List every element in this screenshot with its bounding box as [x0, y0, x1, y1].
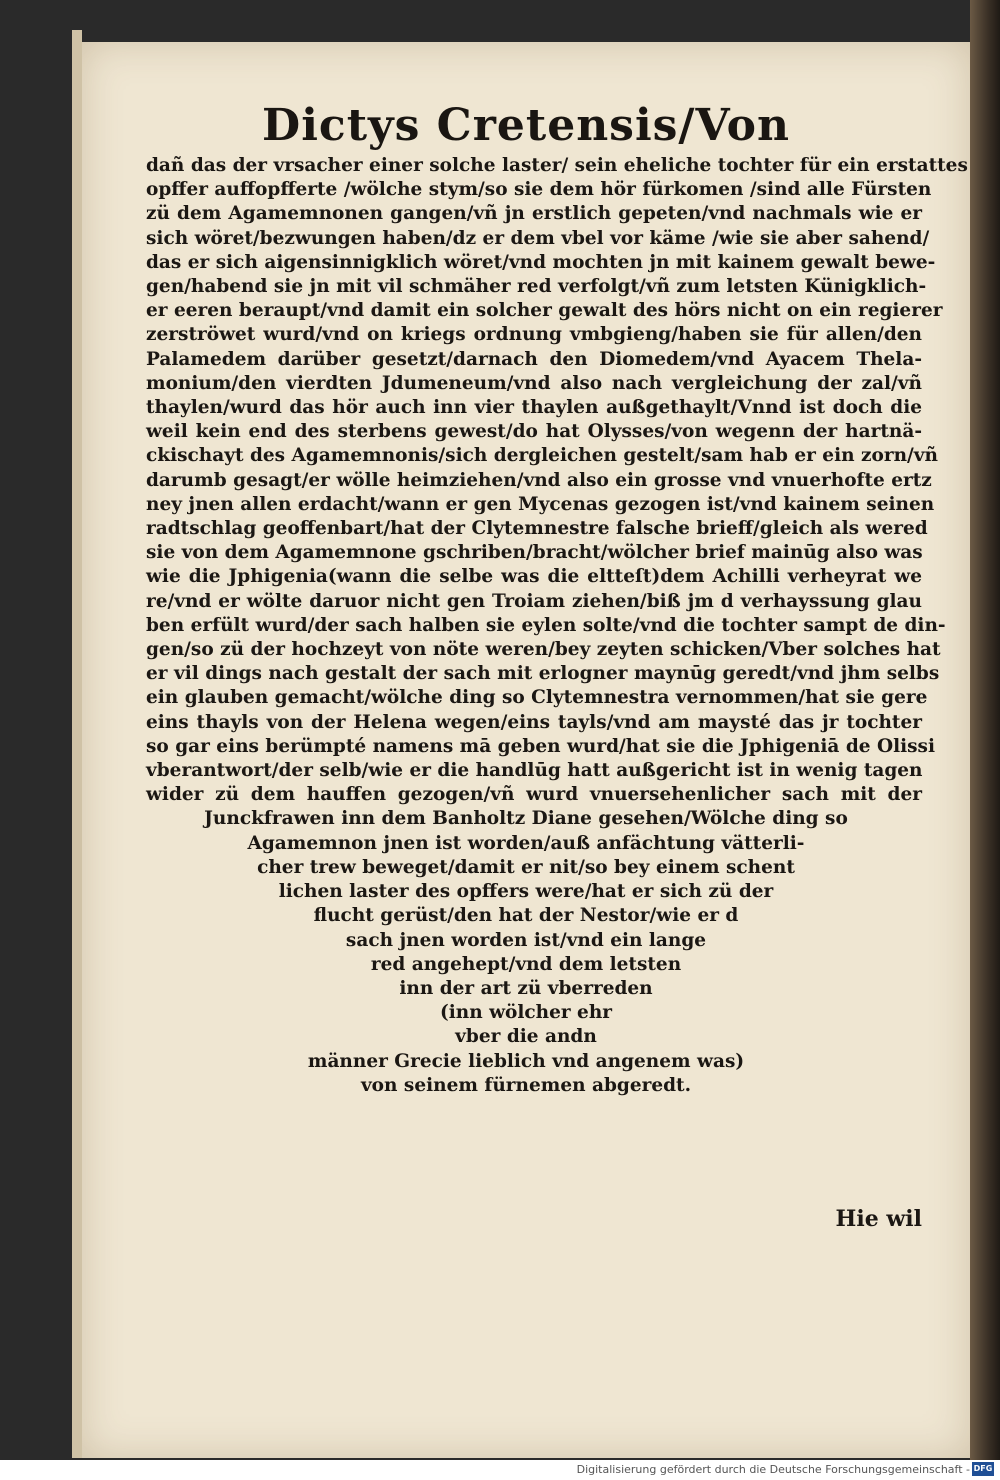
taper-line: Agamemnon jnen ist worden/auß anfächtung vätterli- — [247, 832, 805, 854]
footer-credit: Digitalisierung gefördert durch die Deutsche Forschungsgemeinschaft - — [576, 1463, 970, 1476]
running-head: Dictys Cretensis/Von — [262, 100, 790, 151]
text-line: das er sich aigensinnigklich wöret/vnd mochten jn mit kainem gewalt bewe- — [146, 251, 936, 273]
text-line: gen/so zü der hochzeyt von nöte weren/bey zeyten schicken/Vber solches hat — [146, 639, 941, 661]
text-line: gen/habend sie jn mit vil schmäher red verfolgt/vñ zum letsten Künigklich- — [146, 276, 927, 298]
text-line: weil kein end des sterbens gewest/do hat Olysses/von wegenn der hartnä- — [146, 421, 922, 443]
text-line: sich wöret/bezwungen haben/dz er dem vbel vor käme /wie sie aber sahend/ — [146, 227, 930, 249]
text-line: darumb gesagt/er wölle heimziehen/vnd also ein grosse vnd vnuerhofte ertz — [146, 469, 932, 491]
taper-line: männer Grecie lieblich vnd angenem was) — [307, 1050, 745, 1072]
text-line: monium/den vierdten Jdumeneum/vnd also nach vergleichung der zal/vñ — [146, 372, 922, 394]
main-paragraph — [82, 154, 970, 807]
text-line: vberantwort/der selb/wie er die handlūg hatt außgericht ist in wenig tagen — [146, 760, 923, 782]
text-line: radtschlag geoffenbart/hat der Clytemnestre falsche brieff/gleich als wered — [146, 518, 928, 540]
text-line: zü dem Agamemnonen gangen/vñ jn erstlich gepeten/vnd nachmals wie er — [146, 203, 922, 225]
tapered-paragraph — [82, 807, 970, 1097]
text-line: re/vnd er wölte daruor nicht gen Troiam ziehen/biß jm d verhayssung glau — [146, 590, 922, 612]
taper-line: Junckfrawen inn dem Banholtz Diane gesehen/Wölche ding so — [204, 808, 848, 830]
text-line: ckischayt des Agamemnonis/sich dergleichen gestelt/sam hab er ein zorn/vñ — [146, 445, 938, 467]
taper-line: inn der art zü vberreden — [399, 977, 653, 999]
text-line: ben erfült wurd/der sach halben sie eylen solte/vnd die tochter sampt de din- — [146, 614, 946, 636]
taper-line: sach jnen worden ist/vnd ein lange — [345, 929, 707, 951]
text-line: Palamedem darüber gesetzt/darnach den Diomedem/vnd Ayacem Thela- — [146, 348, 922, 370]
text-line: sie von dem Agamemnone gschriben/bracht/wölcher brief mainūg also was — [146, 542, 923, 564]
dfg-logo: DFG — [972, 1462, 994, 1476]
text-line: ney jnen allen erdacht/wann er gen Mycenas gezogen ist/vnd kainem seinen — [146, 493, 935, 515]
text-line: er eeren beraupt/vnd damit ein solcher gewalt des hörs nicht on ein regierer — [146, 300, 943, 322]
text-line: er vil dings nach gestalt der sach mit erlogner maynūg geredt/vnd jhm selbs — [146, 663, 940, 685]
book-page — [82, 42, 970, 1458]
taper-line: lichen laster des opffers were/hat er sich zü der — [278, 881, 774, 903]
page-left-edge — [72, 30, 82, 1458]
text-line: thaylen/wurd das hör auch inn vier thaylen außgethaylt/Vnnd ist doch die — [146, 397, 922, 419]
text-line: wie die Jphigenia(wann die selbe was die eltteſt)dem Achilli verheyrat we — [146, 566, 922, 588]
text-line: dañ das der vrsacher einer solche laster/ sein eheliche tochter für ein erstattes — [146, 155, 968, 176]
body-text — [82, 154, 970, 1098]
taper-line: red angehept/vnd dem letsten — [370, 953, 682, 975]
catchword: Hie wil — [835, 1206, 922, 1232]
taper-line: von seinem fürnemen abgeredt. — [360, 1074, 692, 1096]
taper-line: vber die andn — [455, 1026, 597, 1048]
text-line: zerströwet wurd/vnd on kriegs ordnung vmbgieng/haben sie für allen/den — [146, 324, 922, 346]
taper-line: cher trew beweget/damit er nit/so bey einem schent — [257, 856, 795, 878]
text-line: opffer auffopfferte /wölche stym/so sie dem hör fürkomen /sind alle Fürsten — [146, 179, 932, 201]
text-line: ein glauben gemacht/wölche ding so Clytemnestra vernommen/hat sie gere — [146, 687, 928, 709]
binding-edge — [970, 0, 1000, 1460]
text-line: so gar eins berümpté namens mā geben wurd/hat sie die Jphigeniā de Olissi — [146, 735, 935, 757]
text-line: eins thayls von der Helena wegen/eins tayls/vnd am maysté das jr tochter — [146, 711, 922, 733]
taper-line: (inn wölcher ehr — [439, 1002, 613, 1024]
text-line: wider zü dem hauffen gezogen/vñ wurd vnuersehenlicher sach mit der — [146, 784, 922, 806]
taper-line: flucht gerüst/den hat der Nestor/wie er d — [313, 905, 739, 927]
